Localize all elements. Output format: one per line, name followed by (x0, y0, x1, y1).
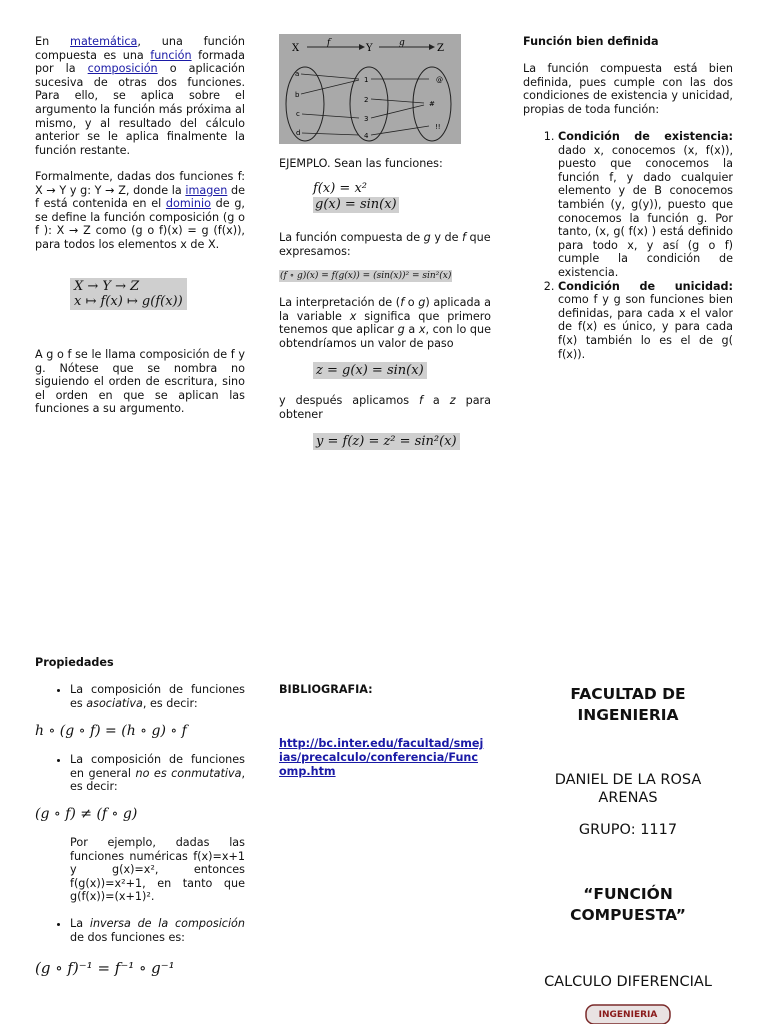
bibliography-link[interactable]: http://bc.inter.edu/facultad/smejias/precalculo/conferencia/Funcomp.htm (279, 737, 484, 778)
link-funcion[interactable]: función (150, 48, 192, 62)
paragraph-then: y después aplicamos f a z para obtener (279, 394, 492, 421)
logo-text: INGENIERIA (598, 1010, 658, 1020)
properties-list-2 (70, 753, 245, 794)
property-associative: • La composición de funciones es asociativa, es decir: (70, 683, 245, 710)
col1-paragraph-formal: Formalmente, dadas dos funciones f: X → Y y g: Y → Z, donde la imagen de f está contenida en el dominio de g, se define la función composición (g o f ): X → Z como (g o f)(x) = g (f(x)), para todos los elementos x de X. (35, 170, 245, 251)
y-item-2: 2 (364, 96, 369, 104)
section-title-bibliography: BIBLIOGRAFIA: (279, 683, 373, 696)
paragraph-well-defined: La función compuesta está bien definida, pues cumple con las dos condiciones de existencia y unicidad, propias de toda función: (523, 62, 733, 116)
example-label: EJEMPLO. Sean las funciones: (279, 157, 443, 170)
formula-associative: h ∘ (g ∘ f) = (h ∘ g) ∘ f (35, 723, 187, 739)
label-g: g (399, 38, 405, 48)
link-matematica[interactable]: matemática (70, 35, 138, 48)
formula-line-sets: X → Y → Z (74, 279, 140, 294)
formula-noncommutative: (g ∘ f) ≠ (f ∘ g) (35, 806, 138, 822)
link-composicion[interactable]: composición (87, 62, 158, 76)
paragraph-composite: La función compuesta de g y de f que expresamos: (279, 231, 491, 258)
x-item-b: b (295, 91, 300, 99)
col1-paragraph-definition: En matemática, una función compuesta es una función formada por la composición o aplicación sucesiva de otras dos funciones. Para ello, se aplica sobre el argumento la función más próxima al mismo, y al resultado del cálculo anterior se le aplica finalmente la función restante. (35, 35, 245, 157)
formula-composition-mapping (70, 278, 187, 310)
paragraph-property-example: Por ejemplo, dadas las funciones numéricas f(x)=x+1 y g(x)=x², entonces f(g(x))=x²+1, en tanto que g(f(x))=(x+1)². (70, 836, 245, 904)
x-item-c: c (296, 110, 300, 118)
formula-composite: (f ∘ g)(x) = f(g(x)) = (sin(x))² = sin²(x) (280, 271, 452, 281)
cover-course: CALCULO DIFERENCIAL (544, 974, 712, 990)
y-item-4: 4 (364, 132, 369, 140)
paragraph-interpretation: La interpretación de (f o g) aplicada a la variable x significa que primero tenemos que aplicar g a x, con lo que obtendríamos un valor de paso (279, 296, 492, 350)
z-item-hash: # (429, 100, 435, 108)
formula-y: y = f(z) = z² = sin²(x) (313, 433, 460, 450)
condition-uniqueness: 2. Condición de unicidad: como f y g son funciones bien definidas, para cada x el valor de f(x) es único, y para cada f(x) también lo es el de g( f(x)). (558, 280, 733, 362)
section-title-well-defined: Función bien definida (523, 35, 659, 48)
label-f: f (327, 38, 331, 48)
section-title-properties: Propiedades (35, 656, 114, 669)
formula-inverse: (g ∘ f)⁻¹ = f⁻¹ ∘ g⁻¹ (35, 959, 175, 977)
formula-z: z = g(x) = sin(x) (313, 362, 427, 379)
label-z: Z (437, 43, 444, 54)
link-imagen[interactable]: imagen (185, 183, 228, 197)
condition-existence: 1. Condición de existencia: dado x, conocemos (x, f(x)), puesto que conocemos la función f, y dado cualquier elemento y de B conocemos también (y, g(y)), puesto que conocemos la función g. Por tanto, (x, g( f(x) ) está definido para todo x, y así (g o f) cumple la condición de existencia. (558, 130, 733, 280)
cover-title: “FUNCIÓN COMPUESTA” (570, 885, 686, 924)
col1-paragraph-naming: A g o f se le llama composición de f y g. Nótese que se nombra no siguiendo el orden de escritura, sino el orden en que se aplican las funciones a su argumento. (35, 348, 245, 416)
label-y: Y (366, 43, 373, 54)
cover-group: GRUPO: 1117 (578, 822, 678, 838)
conditions-list (558, 130, 733, 361)
property-noncommutative: • La composición de funciones en general no es conmutativa, es decir: (70, 753, 245, 794)
x-item-a: a (295, 70, 300, 78)
label-x: X (292, 43, 300, 54)
properties-list-3 (70, 917, 245, 944)
formula-fx: f(x) = x² (313, 181, 367, 196)
composition-diagram (279, 34, 461, 144)
formula-line-elements: x ↦ f(x) ↦ g(f(x)) (74, 294, 183, 309)
formula-functions (313, 181, 399, 213)
y-item-3: 3 (364, 115, 369, 123)
cover-author: DANIEL DE LA ROSA ARENAS (554, 772, 702, 806)
link-dominio[interactable]: dominio (165, 197, 211, 211)
z-item-bang: !! (435, 123, 441, 131)
y-item-1: 1 (364, 76, 369, 84)
cover-faculty: FACULTAD DE INGENIERIA (570, 685, 686, 724)
z-item-at: @ (436, 76, 443, 84)
property-inverse: • La inversa de la composición de dos funciones es: (70, 917, 245, 944)
formula-gx: g(x) = sin(x) (315, 197, 397, 212)
faculty-logo (584, 1001, 672, 1024)
x-item-d: d (296, 129, 301, 137)
properties-list-1 (70, 683, 245, 710)
